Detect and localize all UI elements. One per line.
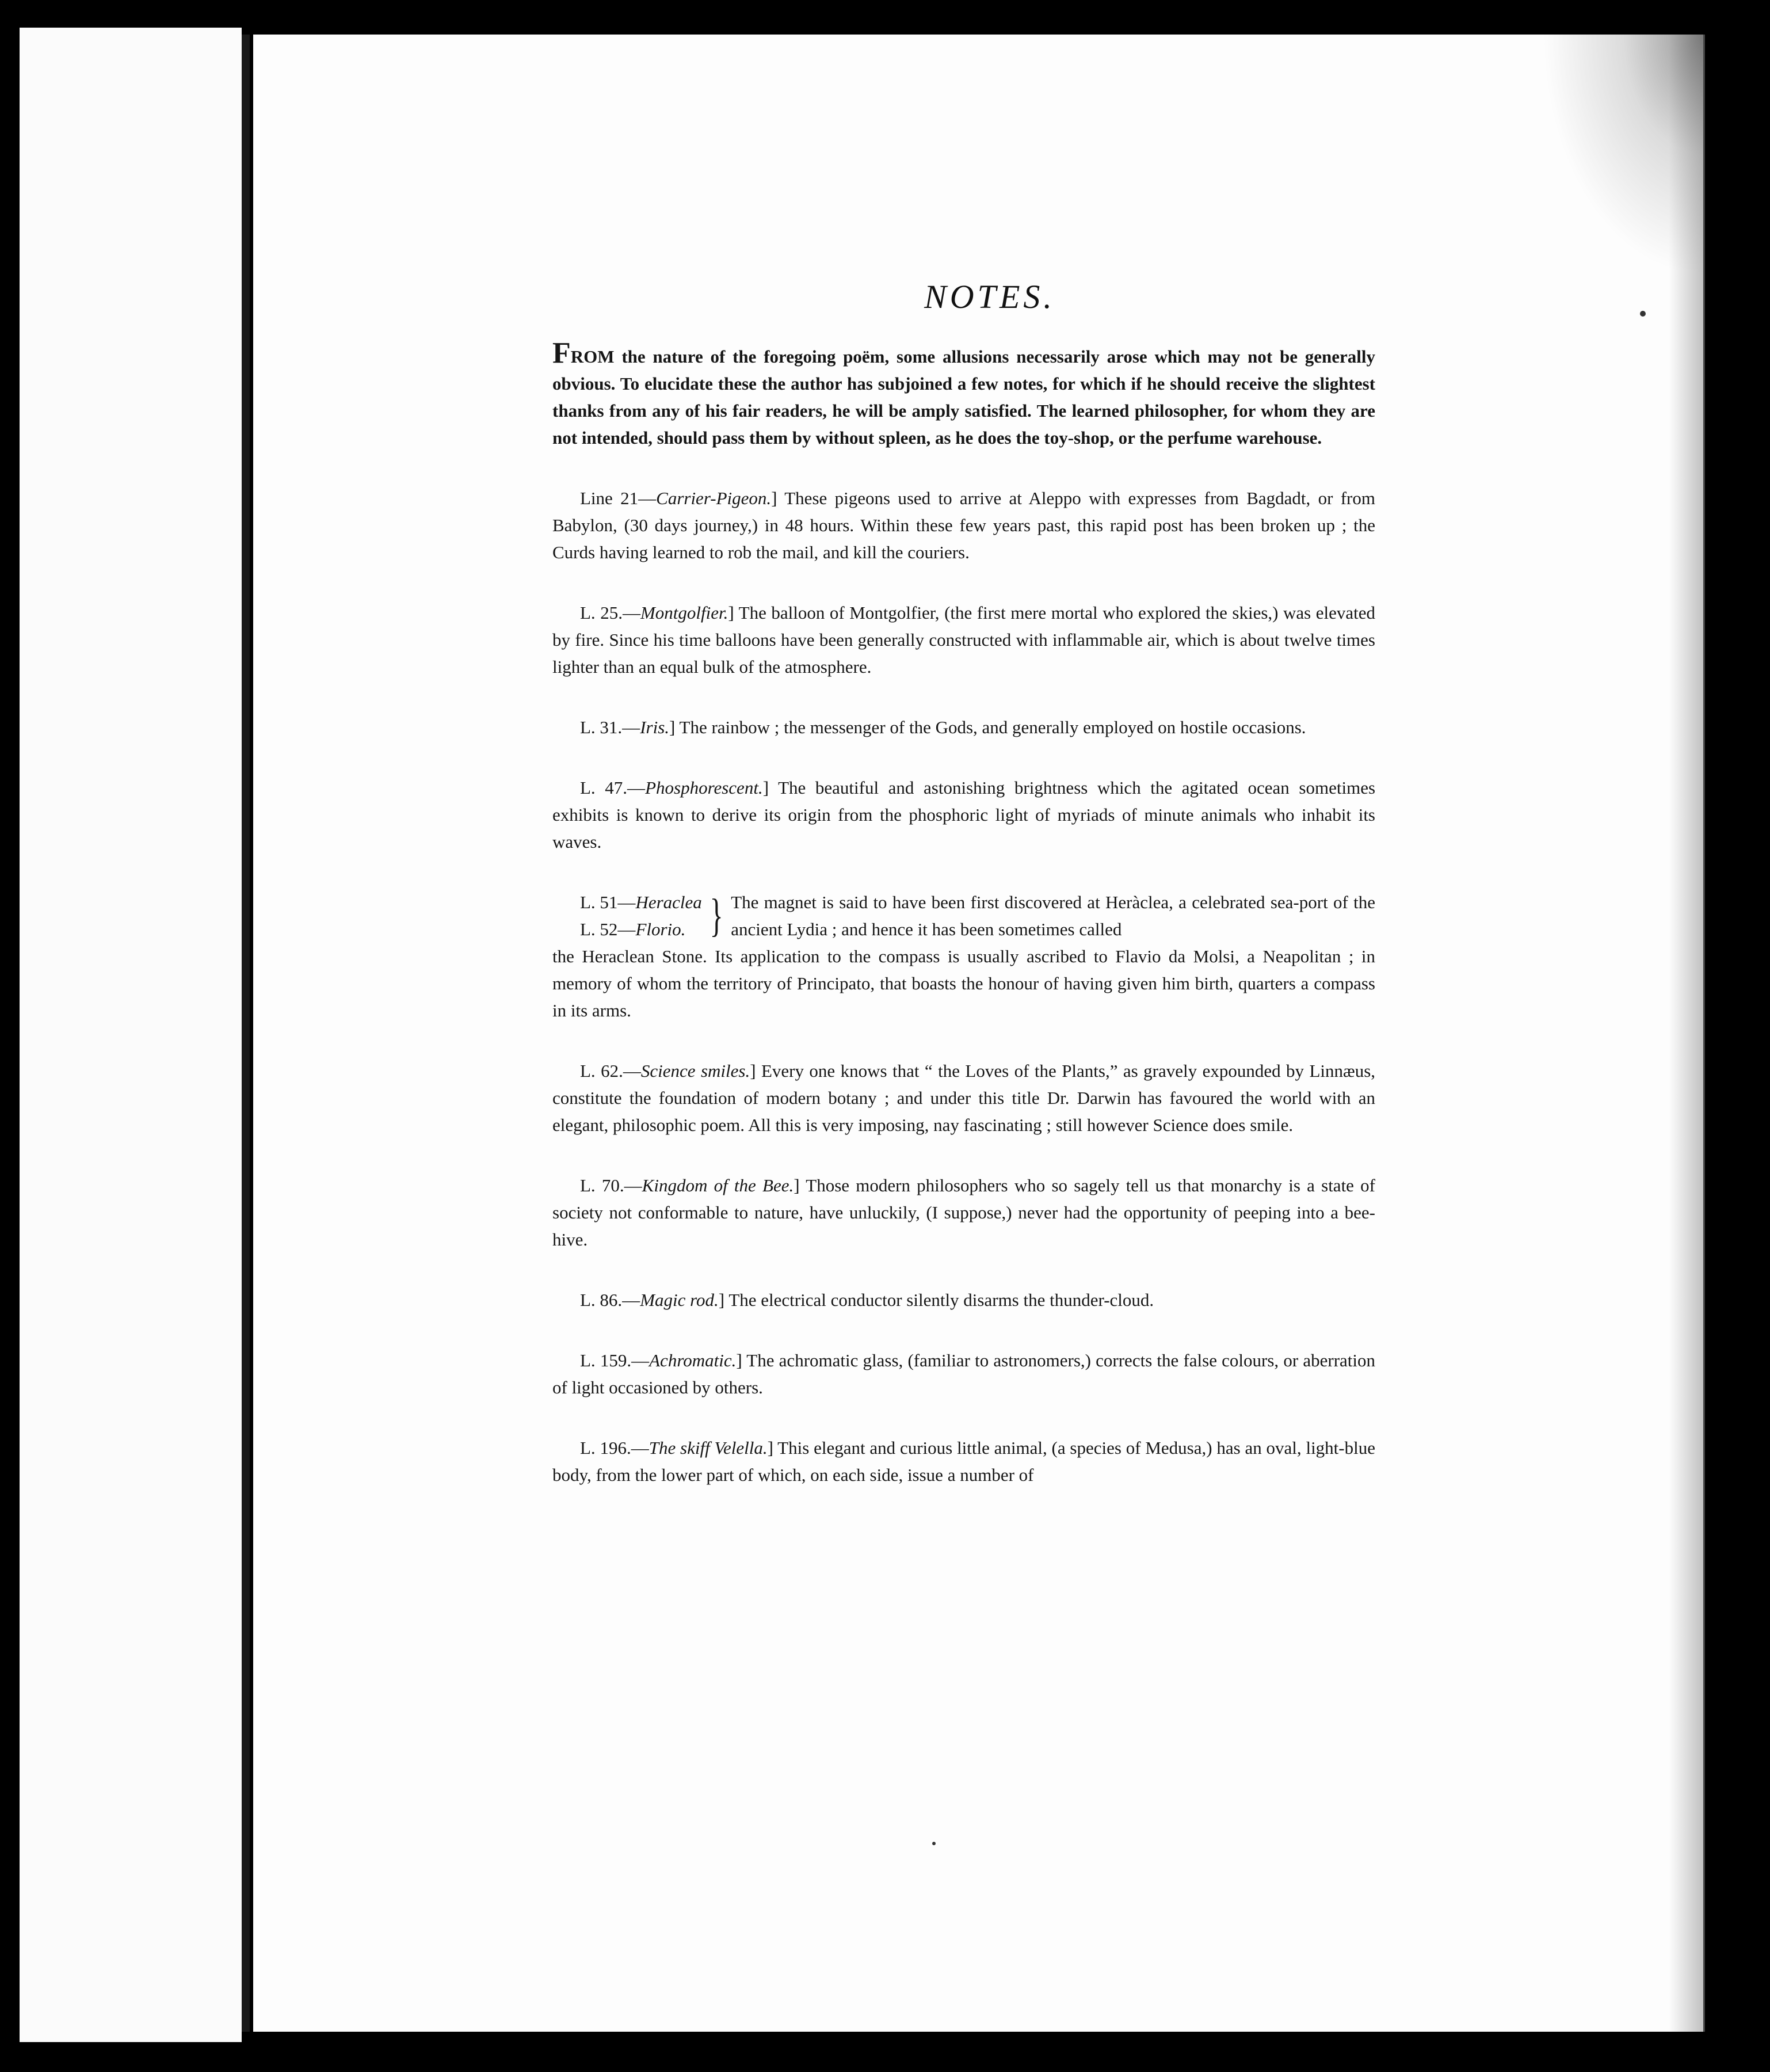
note-text: The achromatic glass, (familiar to astronomers,) corrects the false colours, or aberration of light occasioned by others.: [552, 1350, 1376, 1397]
note-line-86: [552, 1286, 1375, 1313]
note-key: Kingdom of the Bee.: [642, 1175, 794, 1195]
note-key: Montgolfier.: [640, 603, 728, 623]
note-text: Those modern philosophers who so sagely tell us that monarchy is a state of society not conformable to nature, have unluckily, (I suppose,) never had the opportunity of peeping into a bee-hive.: [552, 1175, 1375, 1250]
paired-note-head: [552, 889, 1375, 943]
note-key: Iris.: [640, 717, 670, 737]
note-bracket: ]: [728, 603, 734, 623]
page-corner-stain: [1542, 35, 1703, 276]
note-key: Carrier-Pigeon.: [656, 488, 772, 508]
note-line-62: [552, 1057, 1375, 1138]
book-gutter: [242, 35, 250, 2032]
note-bracket: ]: [736, 1350, 742, 1370]
intro-paragraph: [552, 337, 1375, 451]
note-key: Magic rod.: [640, 1290, 719, 1310]
note-ref: L. 62.—: [580, 1061, 641, 1081]
note-bracket: ]: [767, 1438, 773, 1458]
note-bracket: ]: [750, 1061, 756, 1081]
note-text: The electrical conductor silently disarms the thunder-cloud.: [724, 1290, 1154, 1310]
notes-body: [552, 337, 1376, 1522]
note-line-47: [552, 774, 1375, 855]
note-line-31: [552, 714, 1375, 741]
paired-note-text-tail: the Heraclean Stone. Its application to the compass is usually ascribed to Flavio da Molsi, a Neapolitan ; in memory of whom the territory of Principato, that boasts the honour of having given him birth, quarters a compass in its arms.: [552, 946, 1375, 1020]
ink-speck: [932, 1842, 936, 1845]
curly-brace: }: [709, 890, 723, 941]
note-text: This elegant and curious little animal, (a species of Medusa,) has an oval, light-blue body, from the lower part of which, on each side, issue a number of: [552, 1438, 1375, 1485]
note-bracket: ]: [762, 778, 769, 798]
note-key: Florio.: [635, 919, 686, 939]
note-text: The balloon of Montgolfier, (the first mere mortal who explored the skies,) was elevated by fire. Since his time balloons have been generally constructed with inflammable air, which is about twelve times lighter than an equal bulk of the atmosphere.: [552, 603, 1376, 677]
note-ref: L. 51—: [580, 892, 636, 912]
intro-text: ROM the nature of the foregoing poëm, some allusions necessarily arose which may not be generally obvious. To elucidate these the author has subjoined a few notes, for which if he should receive the slightest thanks from any of his fair readers, he will be amply satisfied. The learned philosopher, for whom they are not intended, should pass them by without spleen, as he does the toy-shop, or the perfume warehouse.: [552, 346, 1375, 448]
note-line-196: [552, 1434, 1375, 1488]
ink-speck: [1640, 311, 1646, 317]
note-ref: L. 47.—: [580, 778, 646, 798]
note-ref: L. 31.—: [580, 717, 640, 737]
note-line-21: [552, 485, 1375, 566]
note-key: Science smiles.: [640, 1061, 750, 1081]
note-ref: L. 86.—: [580, 1290, 640, 1310]
note-key: The skiff Velella.: [649, 1438, 768, 1458]
paired-ref-second: [580, 916, 702, 943]
note-bracket: ]: [794, 1175, 800, 1195]
note-line-25: [552, 599, 1375, 680]
note-text: The rainbow ; the messenger of the Gods, and generally employed on hostile occasions.: [675, 717, 1306, 737]
page-edge-shadow: [1669, 35, 1703, 2032]
note-line-70: [552, 1172, 1375, 1253]
drop-cap: F: [552, 337, 571, 370]
paired-note-text-head: The magnet is said to have been first discovered at Heràclea, a celebrated sea-port of the ancient Lydia ; and hence it has been sometimes called: [731, 892, 1375, 939]
note-key: Heraclea: [635, 892, 702, 912]
note-lines-51-52: [552, 889, 1375, 1024]
note-bracket: ]: [669, 717, 676, 737]
note-key: Achromatic.: [649, 1350, 737, 1370]
note-ref: L. 196.—: [580, 1438, 649, 1458]
facing-blank-leaf: [20, 28, 242, 2042]
note-line-159: [552, 1347, 1375, 1401]
note-ref: Line 21—: [580, 488, 657, 508]
note-key: Phosphorescent.: [645, 778, 763, 798]
note-bracket: ]: [718, 1290, 725, 1310]
note-bracket: ]: [771, 488, 777, 508]
note-text: The beautiful and astonishing brightness which the agitated ocean sometimes exhibits is known to derive its origin from the phosphoric light of myriads of minute animals who inhabit its waves.: [552, 778, 1376, 852]
note-ref: L. 52—: [580, 919, 636, 939]
note-text: Every one knows that “ the Loves of the Plants,” as gravely expounded by Linnæus, constitute the foundation of modern botany ; and under this title Dr. Darwin has favoured the world with an elegant, philosophic poem. All this is very imposing, nay fascinating ; still however Science does smile.: [552, 1061, 1376, 1135]
note-ref: L. 70.—: [580, 1175, 642, 1195]
page-title: NOTES.: [924, 278, 1055, 315]
paired-ref-first: [580, 889, 702, 916]
note-ref: L. 159.—: [580, 1350, 650, 1370]
paired-note-refs: [552, 889, 702, 943]
note-text: These pigeons used to arrive at Aleppo with expresses from Bagdadt, or from Babylon, (30 days journey,) in 48 hours. Within these few years past, this rapid post has been broken up ; the Curds having learned to rob the mail, and kill the couriers.: [552, 488, 1375, 562]
note-ref: L. 25.—: [580, 603, 640, 623]
